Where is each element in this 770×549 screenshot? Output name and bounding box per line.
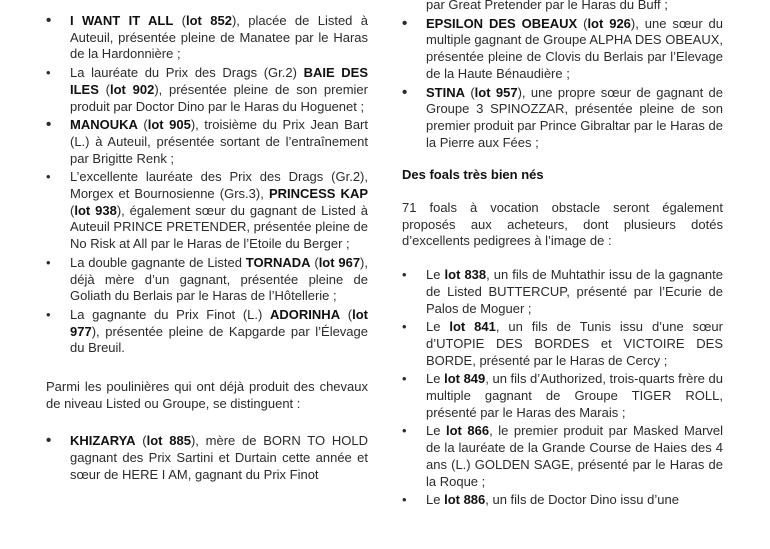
text-run: ), mère de BORN TO HOLD gagnant des Prix Sartini et Durtain cette année et sœur de HERE I AM, gagnant du Prix Finot	[70, 433, 369, 482]
text-run: (	[310, 254, 319, 270]
list-item-text	[70, 13, 368, 63]
text-run: , un fils de Doctor Dino issu d’une	[485, 492, 679, 508]
text-run: (	[465, 84, 475, 100]
bullet: •	[402, 319, 407, 335]
bullet: •	[46, 254, 51, 270]
list-item-text	[426, 267, 723, 317]
bullet: •	[46, 306, 51, 322]
bold-run: lot 902	[109, 81, 155, 97]
text-run: (	[173, 13, 186, 28]
list-item	[46, 255, 368, 305]
left-column	[46, 13, 368, 484]
text-run: La double gagnante de Listed	[70, 254, 246, 270]
bold-run: lot 957	[474, 84, 518, 100]
text-run: La gagnante du Prix Finot (L.)	[70, 306, 271, 322]
list-item-text	[70, 307, 368, 357]
bold-run: lot 852	[186, 13, 232, 28]
text-run: ), également sœur du gagnant de Listed à Auteuil PRINCE PRETENDER, présentée pleine de No Risk at All par le Haras de l’Etoile du Berger ;	[70, 202, 368, 252]
list-item-text	[426, 16, 723, 83]
bold-run: ADORINHA	[270, 306, 341, 322]
list-item-text	[426, 423, 723, 490]
bullet: •	[402, 371, 407, 387]
text-run: , un fils de Muhtathir issu de la gagnante de Listed BUTTERCUP, présenté par l’Ecurie de Palos de Moguer ;	[426, 267, 724, 316]
list-item	[46, 433, 368, 483]
list-item	[46, 307, 368, 357]
list-item	[402, 16, 723, 83]
text-run: L’excellente lauréate des Prix des Drags (Gr.2), Morgex et Bournosienne (Grs.3),	[70, 169, 368, 202]
bold-run: TORNADA	[245, 254, 311, 270]
section-heading: Des foals très bien nés	[402, 167, 544, 183]
bold-run: lot 905	[147, 117, 191, 133]
list-item	[46, 169, 368, 253]
list-item	[46, 117, 368, 167]
list-item-text: par Great Pretender par le Haras du Buff ;	[426, 0, 668, 12]
list-item-text	[70, 169, 368, 253]
text-run: ), présentée pleine de Kapgarde par l’Élevage du Breuil.	[70, 323, 368, 356]
bold-run: PRINCESS KAP	[268, 186, 368, 202]
bullet: •	[46, 65, 51, 81]
list-item-text	[70, 65, 368, 115]
bold-run: lot 967	[318, 254, 361, 270]
bold-run: lot 885	[146, 433, 191, 449]
bullet: •	[402, 423, 407, 439]
list-item-text	[426, 319, 723, 369]
text-run: Le	[426, 423, 446, 439]
bullet: •	[402, 83, 408, 101]
right-column	[402, 0, 723, 509]
text-run: ), troisième du Prix Jean Bart (L.) à Auteuil, présentée sortant de l’entraînement par Brigitte Renk ;	[70, 117, 368, 166]
text-run: , le premier produit par Masked Marvel de la lauréate de la Grande Course de Haies des 4 ans (L.) GOLDEN SAGE, présenté par le Haras de la Roque ;	[426, 423, 724, 489]
list-item	[46, 65, 368, 115]
text-run: , un fils de Tunis issu d’une sœur d’UTOPIE DES BORDES et VICTOIRE DES BORDE, présenté par le Haras de Cercy ;	[426, 319, 723, 368]
text-run: Le	[426, 319, 450, 335]
list-item-text	[426, 85, 723, 152]
text-run: (	[98, 81, 110, 97]
text-run: (	[70, 202, 75, 218]
bullet: •	[402, 14, 408, 32]
text-run: (	[137, 117, 148, 133]
body-paragraph: 71 foals à vocation obstacle seront également proposés aux acheteurs, dont plusieurs dotés d’excellents pedigrees à l’image de :	[402, 200, 723, 249]
body-paragraph: Parmi les poulinières qui ont déjà produit des chevaux de niveau Listed ou Groupe, se distinguent :	[46, 379, 368, 411]
bold-run: MANOUKA	[70, 117, 138, 133]
list-item-text	[426, 492, 723, 509]
bold-run: lot 926	[587, 15, 631, 31]
list-item-text	[70, 433, 368, 483]
bold-run: lot 977	[70, 306, 368, 339]
list-item-text	[70, 117, 368, 167]
list-item-continuation	[402, 0, 723, 14]
bullet: •	[402, 267, 407, 283]
bold-run: lot 866	[445, 423, 490, 439]
text-run: ), présentée pleine de son premier produit par Doctor Dino par le Haras du Hoguenet ;	[70, 81, 368, 114]
bullet: •	[46, 169, 51, 185]
text-run: ), placée de Listed à Auteuil, présentée pleine de Manatee par le Haras de la Hardonnière ;	[70, 13, 368, 62]
list-item	[402, 492, 723, 509]
bold-run: I WANT IT ALL	[70, 13, 174, 28]
bullet: •	[46, 432, 52, 450]
text-run: ), une sœur du multiple gagnant de Groupe ALPHA DES OBEAUX, présentée pleine de Clovis du Berlais par l’Elevage de la Haute Bénaudière ;	[426, 15, 724, 81]
text-run: (	[340, 306, 353, 322]
text-run: (	[135, 433, 147, 449]
bullet: •	[46, 116, 52, 134]
list-item	[402, 423, 723, 490]
list-item-text	[426, 371, 723, 421]
text-run: , un fils d’Authorized, trois-quarts frère du multiple gagnant de Groupe TIGER ROLL, présenté par le Haras des Marais ;	[426, 371, 723, 420]
text-run: Le	[426, 267, 445, 283]
bold-run: lot 849	[444, 371, 486, 387]
bold-run: lot 841	[449, 319, 496, 335]
bold-run: STINA	[426, 84, 465, 100]
text-run: Le	[426, 492, 445, 508]
bold-run: EPSILON DES OBEAUX	[426, 15, 578, 31]
list-item	[402, 319, 723, 369]
text-run: Le	[426, 371, 445, 387]
bold-run: lot 838	[444, 267, 487, 283]
list-item	[402, 371, 723, 421]
list-item-text	[70, 255, 368, 305]
bold-run: KHIZARYA	[70, 433, 136, 449]
bullet: •	[402, 492, 407, 508]
text-run: ), déjà mère d’un gagnant, présentée pleine de Goliath du Berlais par le Haras de l’Hôtellerie ;	[70, 254, 368, 304]
bold-run: lot 886	[444, 492, 486, 508]
list-item	[46, 13, 368, 63]
bullet: •	[46, 12, 52, 29]
text-run: (	[577, 15, 588, 31]
bold-run: lot 938	[74, 202, 117, 218]
text-run: ), une propre sœur de gagnant de Groupe 3 SPINOZZAR, présentée pleine de son premier produit par Prince Gibraltar par le Haras de la Pierre aux Fées ;	[426, 84, 723, 150]
text-run: La lauréate du Prix des Drags (Gr.2)	[70, 65, 304, 81]
bold-run: BAIE DES ILES	[70, 65, 368, 97]
list-item	[402, 267, 723, 317]
list-item	[402, 85, 723, 152]
